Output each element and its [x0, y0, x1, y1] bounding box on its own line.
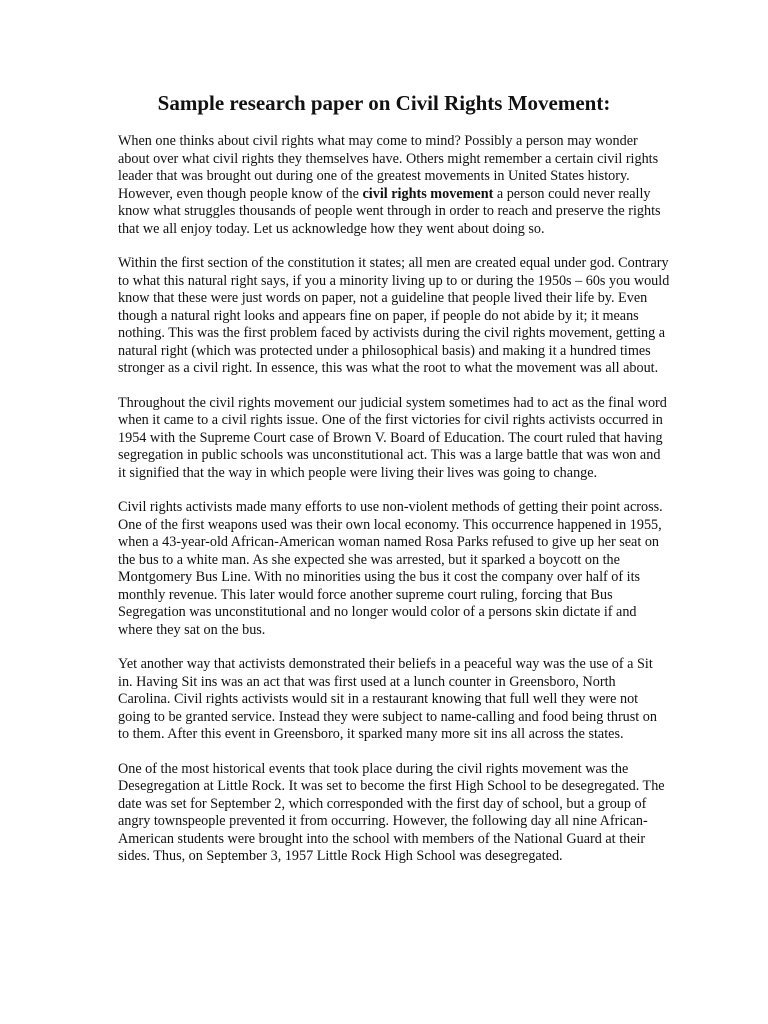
paragraph	[118, 133, 678, 238]
text-line: Yet another way that activists demonstrated their beliefs in a peaceful way was the use of a Sit	[118, 656, 653, 672]
text-line: it signified that the way in which people were living their lives was going to change.	[118, 464, 598, 481]
text-line: stronger as a civil right. In essence, this was what the root to what the movement was all about.	[118, 360, 659, 376]
text-line	[118, 186, 678, 204]
text-line: in. Having Sit ins was an act that was first used at a lunch counter in Greensboro, North	[118, 673, 616, 690]
text-line: about over what civil rights they themselves have. Others might remember a certain civil rights	[118, 150, 659, 167]
document-body	[118, 133, 678, 883]
text-line: to what this natural right says, if you a minority living up to or during the 1950s – 60s you would	[118, 272, 670, 289]
text-line: know that these were just words on paper, not a guideline that people lived their life by. Even	[118, 290, 648, 306]
text-run: a person could never really	[493, 185, 651, 202]
text-line: Within the first section of the constitution it states; all men are created equal under god. Contrary	[118, 255, 669, 271]
text-line: monthly revenue. This later would force another supreme court ruling, forcing that Bus	[118, 586, 613, 603]
text-line: when a 43-year-old African-American woman named Rosa Parks refused to give up her seat on	[118, 534, 660, 550]
text-line: sides. Thus, on September 3, 1957 Little Rock High School was desegregated.	[118, 848, 563, 864]
text-line: where they sat on the bus.	[118, 621, 266, 638]
text-line: Civil rights activists made many efforts to use non-violent methods of getting their point across.	[118, 499, 663, 515]
text-line: Carolina. Civil rights activists would sit in a restaurant knowing that full well they were not	[118, 691, 639, 707]
text-line: that we all enjoy today. Let us acknowledge how they went about doing so.	[118, 220, 545, 237]
text-line: One of the first weapons used was their own local economy. This occurrence happened in 1955,	[118, 516, 662, 533]
text-line: nothing. This was the first problem faced by activists during the civil rights movement, getting a	[118, 325, 666, 341]
paragraph	[118, 499, 678, 639]
text-line: 1954 with the Supreme Court case of Brown V. Board of Education. The court ruled that having	[118, 429, 663, 446]
text-line: Throughout the civil rights movement our judicial system sometimes had to act as the final word	[118, 394, 667, 411]
text-line: American students were brought into the school with members of the National Guard at their	[118, 830, 646, 847]
text-line: the bus to a white man. As she expected she was arrested, but it sparked a boycott on the	[118, 551, 620, 568]
text-line: when it came to a civil rights issue. One of the first victories for civil rights activists occurred in	[118, 412, 663, 428]
text-line: going to be granted service. Instead they were subject to name-calling and food being thrust on	[118, 708, 657, 725]
text-line: When one thinks about civil rights what may come to mind? Possibly a person may wonder	[118, 133, 638, 149]
text-line: leader that was brought out during one of the greatest movements in United States history.	[118, 168, 630, 184]
document-title: Sample research paper on Civil Rights Movement:	[157, 91, 611, 115]
text-line: Montgomery Bus Line. With no minorities using the bus it cost the company over half of its	[118, 569, 641, 585]
paragraph	[118, 761, 678, 866]
text-line: natural right (which was protected under a philosophical basis) and making it a hundred times	[118, 342, 651, 359]
paragraph	[118, 395, 678, 483]
paragraph	[118, 255, 678, 378]
text-line: know what struggles thousands of people went through in order to reach and preserve the rights	[118, 203, 661, 219]
text-line: One of the most historical events that took place during the civil rights movement was the	[118, 760, 629, 777]
paragraph	[118, 656, 678, 744]
text-line: to them. After this event in Greensboro, it sparked many more sit ins all across the states.	[118, 726, 624, 742]
text-line: Desegregation at Little Rock. It was set to become the first High School to be desegregated. The	[118, 778, 665, 794]
text-line: angry townspeople prevented it from occurring. However, the following day all nine African-	[118, 813, 648, 829]
bold-phrase: civil rights movement	[362, 185, 494, 202]
text-line: segregation in public schools was unconstitutional act. This was a large battle that was won and	[118, 447, 661, 463]
text-line: Segregation was unconstitutional and no longer would color of a persons skin dictate if and	[118, 604, 637, 620]
text-run: However, even though people know of the	[118, 185, 363, 202]
text-line: date was set for September 2, which corresponded with the first day of school, but a group of	[118, 795, 647, 812]
text-line: though a natural right looks and appears fine on paper, if people do not abide by it; it means	[118, 307, 639, 324]
